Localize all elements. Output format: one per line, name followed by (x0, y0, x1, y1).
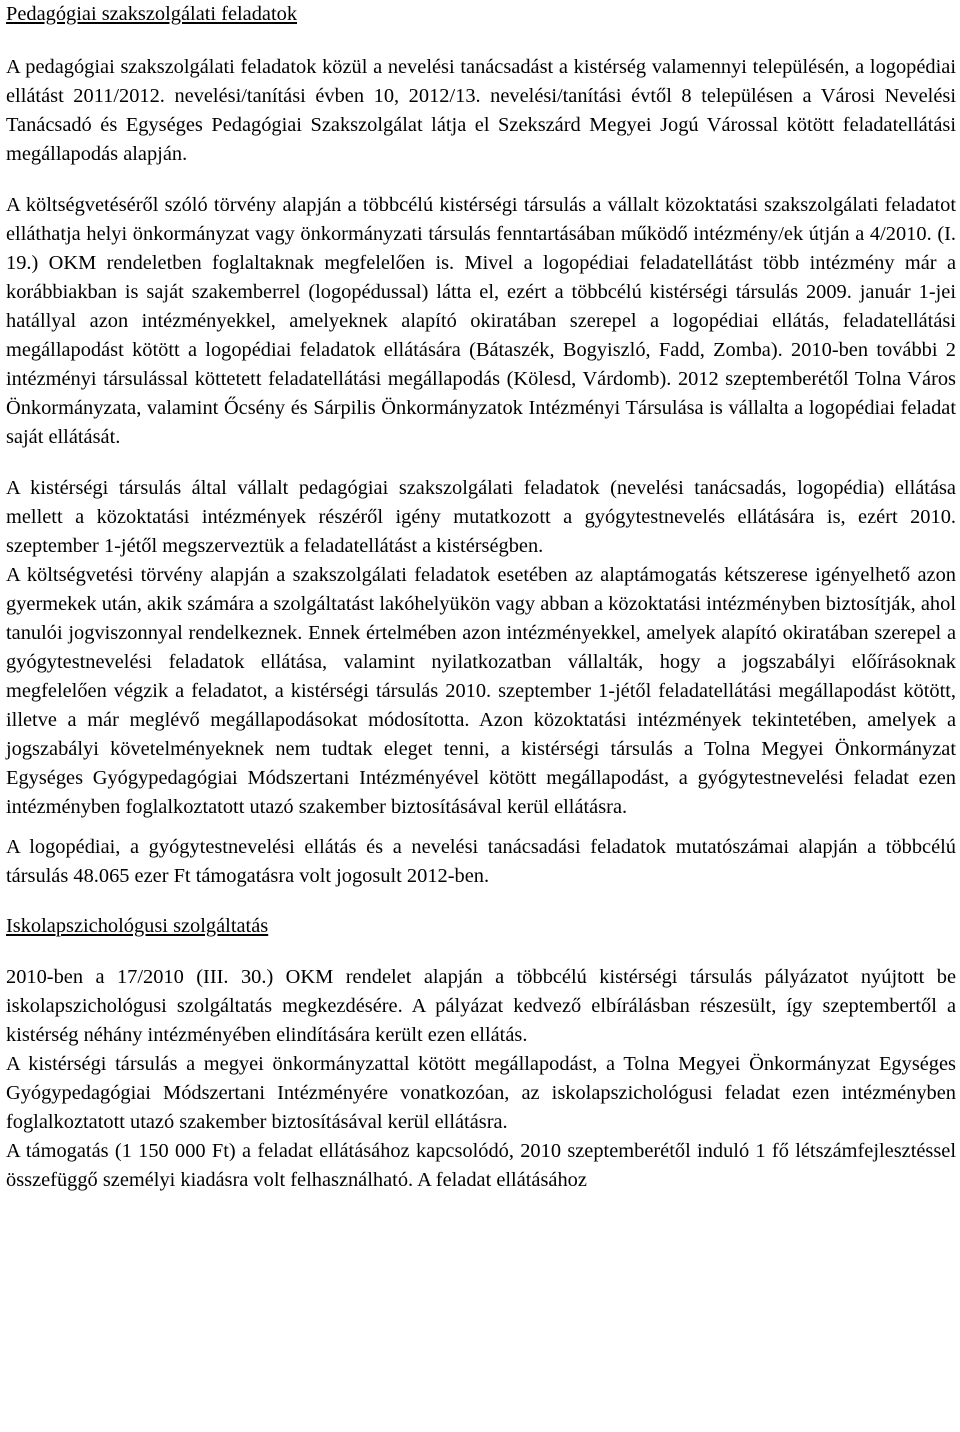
paragraph: 2010-ben a 17/2010 (III. 30.) OKM rendelet alapján a többcélú kistérségi társulás pályázatot nyújtott be iskolapszichológusi szolgáltatás megkezdésére. A pályázat kedvező elbírálásban részesült, így szeptembertől a kistérség néhány intézményében elindítására került ezen ellátás. (6, 966, 956, 1046)
paragraph: A kistérségi társulás által vállalt pedagógiai szakszolgálati feladatok (nevelési tanácsadás, logopédia) ellátása mellett a közoktatási intézmények részéről igény mutatkozott a gyógytestnevelés ellátására is, ezért 2010. szeptember 1-jétől megszerveztük a feladatellátást a kistérségben. (6, 477, 956, 557)
paragraph: A támogatás (1 150 000 Ft) a feladat ellátásához kapcsolódó, 2010 szeptemberétől induló 1 fő létszámfejlesztéssel összefüggő személyi kiadásra volt felhasználható. A feladat ellátásához (6, 1140, 956, 1191)
section-heading-school-psychology: Iskolapszichológusi szolgáltatás (6, 915, 269, 937)
section-heading-pedagogical-services: Pedagógiai szakszolgálati feladatok (6, 3, 298, 25)
document-page (6, 0, 956, 1195)
paragraph: A logopédiai, a gyógytestnevelési ellátás és a nevelési tanácsadási feladatok mutatószámai alapján a többcélú társulás 48.065 ezer Ft támogatásra volt jogosult 2012-ben. (6, 836, 956, 887)
paragraph: A kistérségi társulás a megyei önkormányzattal kötött megállapodást, a Tolna Megyei Önkormányzat Egységes Gyógypedagógiai Módszertani Intézményére vonatkozóan, az iskolapszichológusi feladat ezen intézményben foglalkoztatott utazó szakember biztosításával kerül ellátásra. (6, 1053, 956, 1133)
paragraph: A költségvetési törvény alapján a szakszolgálati feladatok esetében az alaptámogatás kétszerese igényelhető azon gyermekek után, akik számára a szolgáltatást lakóhelyükön vagy abban a közoktatási intézményben biztosítják, ahol tanulói jogviszonnyal rendelkeznek. Ennek értelmében azon intézményekkel, amelyek alapító okiratában szerepel a gyógytestnevelési feladatok ellátása, valamint nyilatkozatban vállalták, hogy a jogszabályi előírásoknak megfelelően végzik a feladatot, a kistérségi társulás 2010. szeptember 1-jétől feladatellátási megállapodást kötött, illetve a már meglévő megállapodásokat módosította. Azon közoktatási intézmények tekintetében, amelyek a jogszabályi követelményeknek nem tudtak eleget tenni, a kistérségi társulás a Tolna Megyei Önkormányzat Egységes Gyógypedagógiai Módszertani Intézményével kötött megállapodást, a gyógytestnevelési feladat ezen intézményben foglalkoztatott utazó szakember biztosításával kerül ellátásra. (6, 564, 956, 818)
paragraph: A költségvetéséről szóló törvény alapján a többcélú kistérségi társulás a vállalt közoktatási szakszolgálati feladatot elláthatja helyi önkormányzat vagy önkormányzati társulás fenntartásában működő intézmény/ek útján a 4/2010. (I. 19.) OKM rendeletben foglaltaknak megfelelően is. Mivel a logopédiai feladatellátást több intézmény már a korábbiakban is saját szakemberrel (logopédussal) látta el, ezért a többcélú kistérségi társulás 2009. január 1-jei hatállyal azon intézményekkel, amelyeknek alapító okiratában szerepel a logopédiai ellátás, feladatellátási megállapodást kötött a logopédiai feladatok ellátására (Bátaszék, Bogyiszló, Fadd, Zomba). 2010-ben további 2 intézményi társulással köttetett feladatellátási megállapodás (Kölesd, Várdomb). 2012 szeptemberétől Tolna Város Önkormányzata, valamint Őcsény és Sárpilis Önkormányzatok Intézményi Társulása is vállalta a logopédiai feladat saját ellátását. (6, 194, 956, 448)
paragraph: A pedagógiai szakszolgálati feladatok közül a nevelési tanácsadást a kistérség valamennyi településén, a logopédiai ellátást 2011/2012. nevelési/tanítási évben 10, 2012/13. nevelési/tanítási évtől 8 településen a Városi Nevelési Tanácsadó és Egységes Pedagógiai Szakszolgálat látja el Szekszárd Megyei Jogú Várossal kötött feladatellátási megállapodás alapján. (6, 56, 956, 165)
